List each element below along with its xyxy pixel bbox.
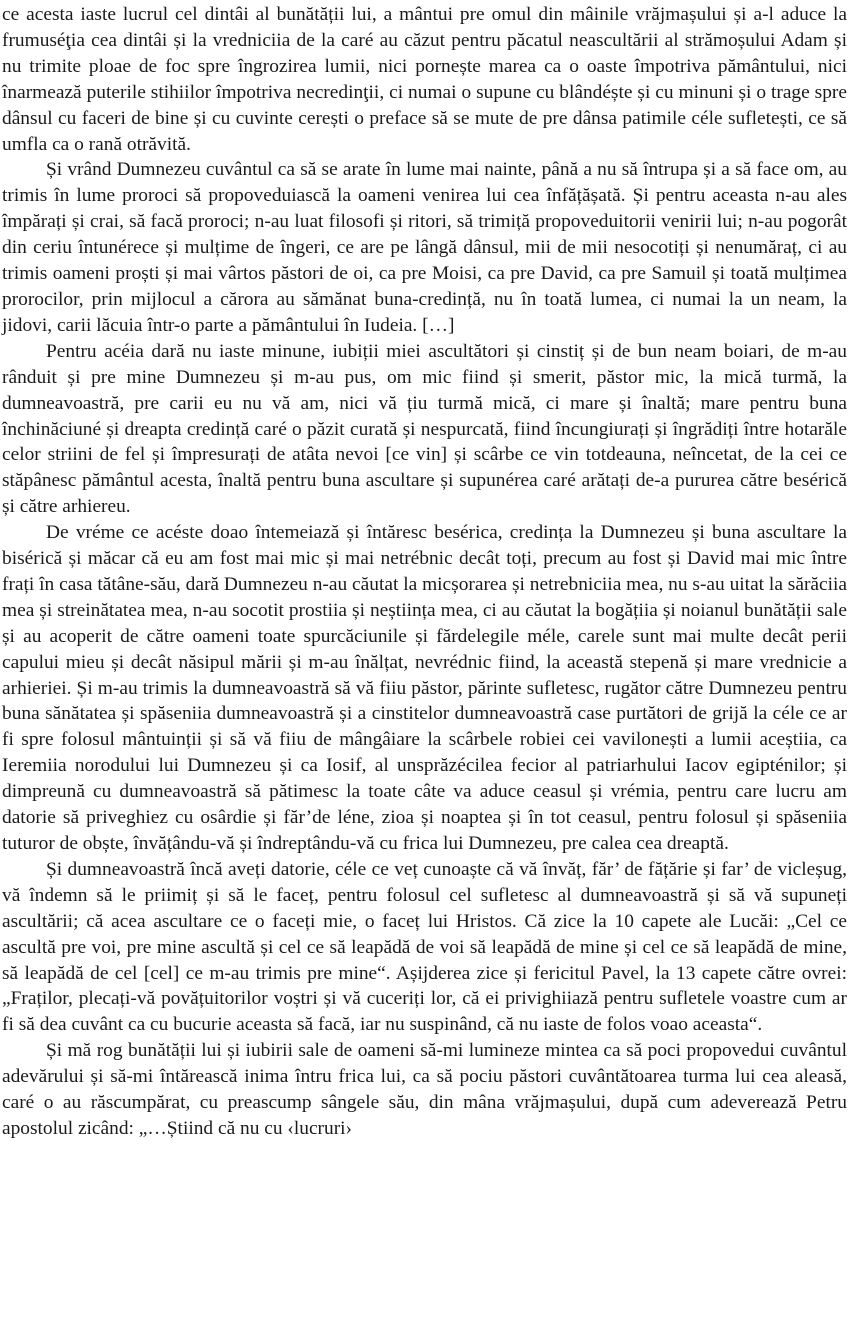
paragraph-6: Și mă rog bunătății lui și iubirii sale de oameni să-mi lumineze mintea ca să poci propovedui cuvântul adevărului și să-mi întărească inima întru frica lui, ca să pociu păstori cuvântătoarea turma lui cea aleasă, caré o au răscumpărat, cu preascump sângele său, din mâna vrăjmașului, după cum adeverează Petru apostolul zicând: „…Știind că nu cu ‹lucruri›: [2, 1040, 847, 1139]
paragraph-4: De vréme ce acéste doao întemeiază și întăresc besérica, credința la Dumnezeu și buna ascultare la bisérică și măcar că eu am fost mai mic și mai netrébnic decât toți, precum au fost și David mai mic între frați în casa tătâne-său, dară Dumnezeu n-au căutat la micșorarea și netrebniciia mea, nu s-au uitat la sărăciia mea și streinătatea mea, n-au socotit prostiia și neștiința mea, ci au căutat la bogățiia și noianul bunătății sale și au acoperit de către oameni toate spurcăciunile și fărdelegile méle, carele sunt mai multe decât perii capului mieu și decât năsipul mării și m-au înălțat, nevrédnic fiind, la această stepenă și mare vrednicie a arhieriei. Și m-au trimis la dumneavoastră să vă fiiu păstor, părinte sufletesc, rugător către Dumnezeu pentru buna sănătatea și spăseniia dumneavoastră și a cinstitelor dumneavoastră case purtători de grijă la céle ce ar fi spre folosul mântuinții și să vă fiiu de mângâiare la scârbele robiei cei vavilonești a lumii aceștiia, ca Ieremiia norodului lui Dumnezeu și ca Iosif, al unsprăzécilea fecior al patriarhului Iacov egipténilor; și dimpreună cu dumneavoastră să pătimesc la toate câte va aduce ceasul și vrémia, pentru care lucru am datorie să priveghiez cu osârdie și făr’de léne, zioa și noaptea și în tot ceasul, pentru folosul și spăseniia tuturor de obște, învățându-vă și îndreptându-vă cu frica lui Dumnezeu, pre calea cea dreaptă.: [2, 522, 847, 854]
document-page: [2, 2, 847, 1142]
paragraph-5: Și dumneavoastră încă aveți datorie, céle ce veț cunoaște că vă învăț, făr’ de fățărie și far’ de vicleșug, vă îndemn să le priimiț și să le faceț, pentru folosul cel sufletesc al dumneavoastră și să vă supuneți ascultării; că acea ascultare ce o faceți mie, o faceț lui Hristos. Că zice la 10 capete ale Lucăi: „Cel ce ascultă pre voi, pre mine ascultă și cel ce să leapădă de voi să leapădă de mine și cel ce să leapădă de mine, să leapădă de cel [cel] ce m-au trimis pre mine“. Așijderea zice și fericitul Pavel, la 13 capete către ovrei: „Fraților, plecați-vă povățuitorilor voștri și vă cuceriți lor, că ei privighiiază pentru sufletele voastre cum ar fi să dea cuvânt ca cu bucurie aceasta să facă, iar nu suspinând, că nu iaste de folos voao aceasta“.: [2, 858, 847, 1036]
paragraph-3: Pentru acéia dară nu iaste minune, iubiții miei ascultători și cinstiț și de bun neam boiari, de m-au rânduit și pre mine Dumnezeu și m-au pus, om mic fiind și smerit, păstor mic, la mică turmă, la dumneavoastră, pre carii eu nu vă am, nici vă țiu turmă mică, ci mare și înaltă; mare pentru buna închinăciuné și dreapta credință caré o păzit curată și nespurcată, fiind încungiurați și îngrădiți între hotarăle celor striini de fel și împresurați de atâta nevoi [ce vin] și scârbe ce vin totdeauna, neîncetat, de la cei ce stăpânesc pământul acesta, înaltă pentru buna ascultare și supunérea caré arătați de-a pururea către besérică și către arhiereu.: [2, 340, 847, 518]
paragraph-2: Și vrând Dumnezeu cuvântul ca să se arate în lume mai nainte, până a nu să întrupa și a să face om, au trimis în lume proroci să propoveduiască la oameni venirea lui cea înfățășată. Și pentru aceasta n-au ales împărați și crai, să facă proroci; n-au luat filosofi și ritori, să trimiță propoveduitorii venirii lui; n-au pogorât din ceriu întunérece și mulțime de îngeri, ce are pe lângă dânsul, mii de mii nesocotiți și nenumăraț, ci au trimis oameni proști și mai vârtos păstori de oi, ca pre Moisi, ca pre David, ca pre Samuil și toată mulțimea prorocilor, prin mijlocul a cărora au sămănat buna-credință, nu în toată lumea, ci numai la un neam, la jidovi, carii lăcuia într-o parte a pământului în Iudeia. […]: [2, 159, 847, 336]
paragraph-1: ce acesta iaste lucrul cel dintâi al bunătății lui, a mântui pre omul din mâinile vrăjmașului și a-l aduce la frumuséţia cea dintâi și la vredniciia de la caré au căzut pentru păcatul neascultării al strămoșului Adam și nu trimite ploae de foc spre îngrozirea lumii, nici pornește marea ca o oaste împotriva pământului, nici înarmează puterile stihiilor împotriva necredinţii, ci numai o supune cu blândéște și cu minuni și o trage spre dânsul cu faceri de bine și cu cuvinte cerești o preface să se mute de pre dânsa patimile céle sufletești, ce să umfla ca o rană otrăvită.: [2, 4, 847, 155]
